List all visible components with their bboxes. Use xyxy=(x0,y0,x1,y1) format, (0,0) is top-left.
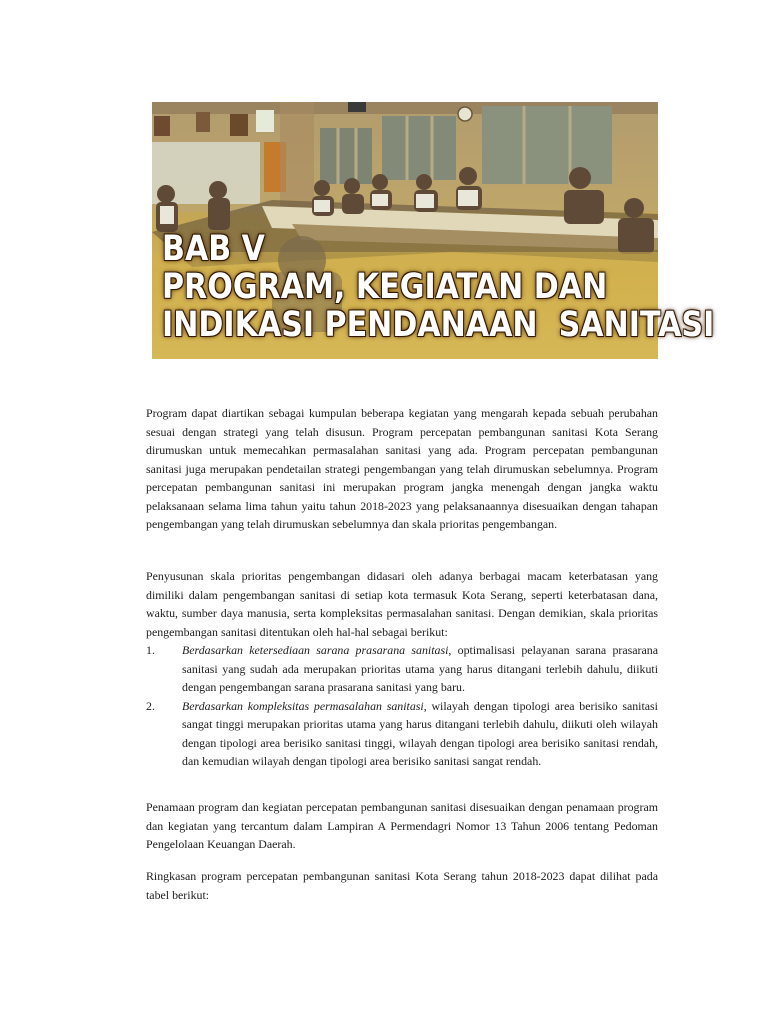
priority-list xyxy=(146,641,658,771)
chapter-banner xyxy=(152,102,715,359)
paragraph-3-block xyxy=(146,798,658,854)
list-item-number: 1. xyxy=(146,643,155,657)
banner-title xyxy=(162,229,715,345)
banner-title-line-1: BAB V xyxy=(162,229,265,269)
banner-title-line-3: INDIKASI PENDANAAN SANITASI xyxy=(162,305,715,345)
paragraph-4: Ringkasan program percepatan pembangunan sanitasi Kota Serang tahun 2018-2023 dapat dilihat pada tabel berikut: xyxy=(146,869,658,902)
list-item-text: , wilayah dengan tipologi area berisiko sanitasi sangat tinggi merupakan prioritas utama yang harus ditangani terlebih dahulu, diikuti oleh wilayah dengan tipologi area berisiko sanitasi tinggi, wilayah dengan tipologi area berisiko sanitasi rendah, dan kemudian wilayah dengan tipologi area berisiko sanitasi sangat rendah. xyxy=(182,698,658,768)
banner-title-line-2: PROGRAM, KEGIATAN DAN xyxy=(162,267,608,307)
list-item xyxy=(146,697,658,771)
list-item-emphasis: Berdasarkan kompleksitas permasalahan sanitasi xyxy=(182,698,424,713)
paragraph-2-block xyxy=(146,567,658,771)
paragraph-3: Penamaan program dan kegiatan percepatan pembangunan sanitasi disesuaikan dengan penamaan program dan kegiatan yang tercantum dalam Lampiran A Permendagri Nomor 13 Tahun 2006 tentang Pedoman Pengelolaan Keuangan Daerah. xyxy=(146,800,658,851)
list-item-text: , optimalisasi pelayanan sarana prasarana sanitasi yang sudah ada merupakan prioritas utama yang harus ditangani terlebih dahulu, diikuti dengan pengembangan sarana prasarana sanitasi yang baru. xyxy=(182,643,658,694)
paragraph-2: Penyusunan skala prioritas pengembangan didasari oleh adanya berbagai macam keterbatasan yang dimiliki dalam pengembangan sanitasi di setiap kota termasuk Kota Serang, seperti keterbatasan dana, waktu, sumber daya manusia, serta kompleksitas permasalahan sanitasi. Dengan demikian, skala prioritas pengembangan sanitasi ditentukan oleh hal-hal sebagai berikut: xyxy=(146,569,658,639)
list-item xyxy=(146,641,658,697)
paragraph-4-block xyxy=(146,867,658,904)
paragraph-1: Program dapat diartikan sebagai kumpulan beberapa kegiatan yang mengarah kepada sebuah perubahan sesuai dengan strategi yang telah disusun. Program percepatan pembangunan sanitasi Kota Serang dirumuskan untuk memecahkan permasalahan sanitasi yang ada. Program percepatan pembangunan sanitasi juga merupakan pendetailan strategi pengembangan yang telah dirumuskan sebelumnya. Program percepatan pembangunan sanitasi ini merupakan program jangka menengah dengan jangka waktu pelaksanaan selama lima tahun yaitu tahun 2018-2023 yang pelaksanaannya disesuaikan dengan tahapan pengembangan yang telah dirumuskan sebelumnya dan skala prioritas pengembangan. xyxy=(146,406,658,531)
paragraph-1-block xyxy=(146,404,658,534)
list-item-emphasis: Berdasarkan ketersediaan sarana prasarana sanitasi xyxy=(182,643,449,657)
list-item-number: 2. xyxy=(146,698,155,713)
